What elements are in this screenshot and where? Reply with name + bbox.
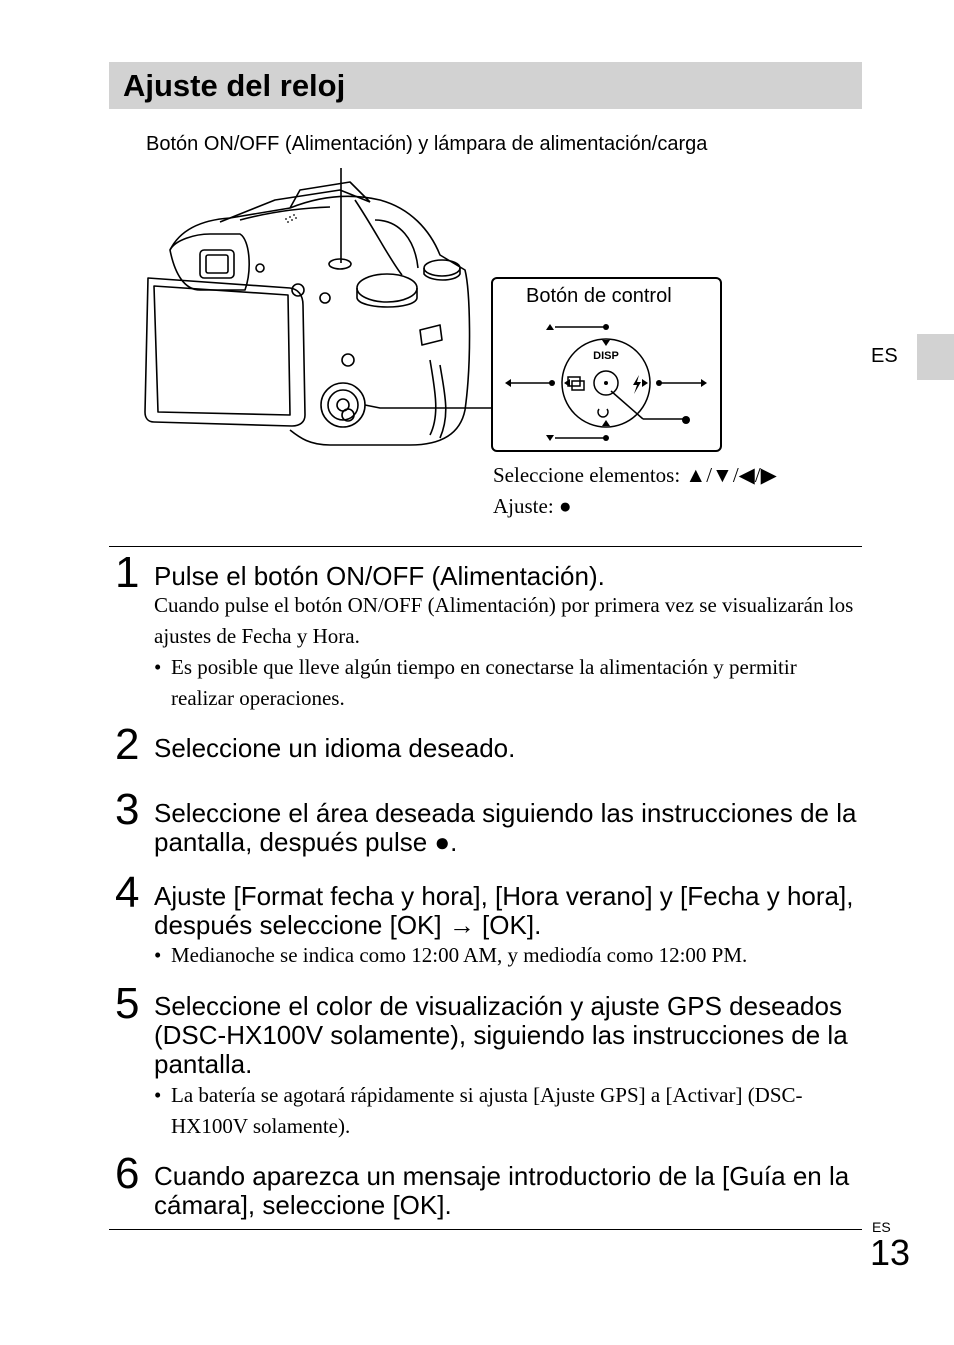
power-button-caption: Botón ON/OFF (Alimentación) y lámpara de alimentación/carga	[146, 133, 708, 155]
step-number: 1	[115, 548, 140, 597]
control-wheel-diagram	[493, 279, 720, 450]
step-note: • Medianoche se indica como 12:00 AM, y mediodía como 12:00 PM.	[154, 940, 844, 971]
step-note: • Es posible que lleve algún tiempo en conectarse la alimentación y permitir realizar operaciones.	[154, 652, 844, 714]
side-language-tab	[917, 334, 954, 380]
section-title: Ajuste del reloj	[123, 68, 346, 103]
step-number: 3	[115, 785, 140, 834]
step-heading: Seleccione el color de visualización y ajuste GPS deseados (DSC-HX100V solamente), siguiendo las instrucciones de la pantalla.	[154, 991, 848, 1079]
divider-top	[109, 546, 862, 547]
step-number: 6	[115, 1149, 140, 1198]
step-body: Cuando pulse el botón ON/OFF (Alimentación) por primera vez se visualizarán los ajustes de Fecha y Hora.	[154, 593, 854, 648]
control-button-box	[491, 277, 722, 452]
side-language-label: ES	[871, 345, 898, 367]
control-button-caption: Botón de control	[526, 285, 672, 307]
step-note: • La batería se agotará rápidamente si ajusta [Ajuste GPS] a [Activar] (DSC-HX100V solamente).	[154, 1080, 844, 1142]
step-heading: Seleccione un idioma deseado.	[154, 733, 516, 763]
divider-bottom	[109, 1229, 862, 1230]
step-heading: Ajuste [Format fecha y hora], [Hora verano] y [Fecha y hora], después seleccione [OK] → [OK].	[154, 881, 854, 940]
legend-select: Seleccione elementos: ▲/▼/◀/▶	[493, 463, 777, 487]
step-heading: Cuando aparezca un mensaje introductorio de la [Guía en la cámara], seleccione [OK].	[154, 1161, 850, 1220]
page-number: 13	[870, 1232, 911, 1273]
step-heading: Pulse el botón ON/OFF (Alimentación).	[154, 561, 605, 591]
disp-label: DISP	[593, 350, 619, 362]
section-header-bar	[109, 62, 862, 109]
step-number: 2	[115, 720, 140, 769]
step-number: 4	[115, 868, 140, 917]
footer-language: ES	[872, 1219, 891, 1235]
legend-set: Ajuste: ●	[493, 494, 572, 518]
step-number: 5	[115, 979, 140, 1028]
step-heading: Seleccione el área deseada siguiendo las instrucciones de la pantalla, después pulse ●.	[154, 798, 857, 857]
